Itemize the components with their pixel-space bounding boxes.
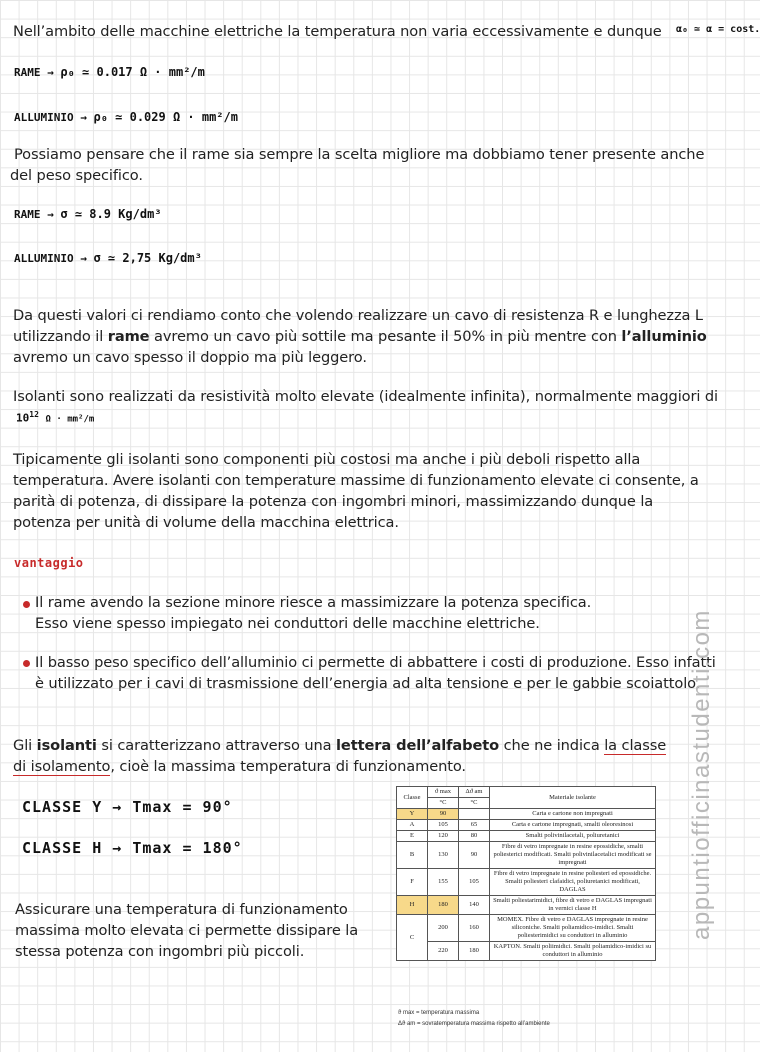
alpha-constant-note: α₀ ≃ α = cost. <box>676 24 760 35</box>
classe-text-g: , cioè la massima temperatura di funzionamento. <box>110 758 466 775</box>
isolanti-bold: isolanti <box>36 737 97 754</box>
classe-isolamento-underlined: la classe di isolamento <box>13 737 667 775</box>
rame-density-value: σ ≃ 8.9 Kg/dm³ <box>60 207 162 221</box>
cell-dt <box>459 809 490 820</box>
cell-materiale: MOMEX. Fibre di vetro e DAGLAS impregnate in resine siliconiche. Smalti poliamidico-imidici. Smalti poliesterimidici su conduttori in alluminio <box>490 915 656 942</box>
cell-dt: 65 <box>459 820 490 831</box>
table-row <box>397 809 656 820</box>
cell-tmax: 90 <box>428 809 459 820</box>
cell-dt: 90 <box>459 842 490 869</box>
cell-classe: F <box>397 869 428 896</box>
table-header-row <box>397 787 656 798</box>
isolanti-costosi-paragraph: Tipicamente gli isolanti sono componenti più costosi ma anche i più deboli rispetto alla temperatura. Avere isolanti con temperature massime di funzionamento elevate ci consente, a parità di potenza, di dissipare la potenza con ingombri minori, massimizzando dunque la potenza per unità di volume della macchina elettrica. <box>13 451 699 531</box>
col-classe-header: Classe <box>397 787 428 809</box>
cell-dt: 105 <box>459 869 490 896</box>
table-row <box>397 820 656 831</box>
cell-classe: C <box>397 915 428 961</box>
cell-materiale: Fibre di vetro impregnate in resine poliesteri ed epossidiche. Smalti poliesteri clafaidici, poliuretanici modificati, DAGLAS <box>490 869 656 896</box>
cell-materiale: KAPTON. Smalti poliimidici. Smalti poliamidico-imidici su conduttori in alluminio <box>490 942 656 961</box>
table-legend-tmax <box>398 1010 479 1016</box>
classe-h-note: CLASSE H → Tmax = 180° <box>22 839 243 857</box>
col-materiale-header: Materiale isolante <box>490 787 656 809</box>
watermark: appuntiofficinastudenti.com <box>688 609 715 940</box>
col-dt-header: Δϑ am <box>459 787 490 798</box>
alluminio-density-value: σ ≃ 2,75 Kg/dm³ <box>93 251 202 265</box>
bullet-rame: Il rame avendo la sezione minore riesce a massimizzare la potenza specifica. Esso viene spesso impiegato nei conduttori delle macchine elettriche. <box>35 594 592 632</box>
rame-density <box>14 207 162 221</box>
cell-materiale: Smalti polivinilacetali, poliuretanici <box>490 831 656 842</box>
cell-dt: 80 <box>459 831 490 842</box>
cell-dt: 180 <box>459 942 490 961</box>
rame-resistivity <box>14 65 205 79</box>
bullet-alluminio: Il basso peso specifico dell’alluminio ci permette di abbattere i costi di produzione. Esso infatti è utilizzato per i cavi di trasmissione dell’energia ad alta tensione e per le gabbie scoiattolo. <box>35 654 716 692</box>
isolanti-resistivity-value <box>16 410 94 425</box>
cell-tmax: 130 <box>428 842 459 869</box>
cavo-text-c: avremo un cavo più sottile ma pesante il 50% in più mentre con <box>149 328 622 345</box>
arrow-icon: → <box>80 111 87 124</box>
alluminio-label: ALLUMINIO <box>14 111 74 124</box>
bullet-dot-icon <box>23 660 30 667</box>
rame-label: RAME <box>14 208 41 221</box>
legend-symbol: Δϑ am <box>398 1021 416 1027</box>
classe-isolamento-paragraph <box>13 735 673 777</box>
table-row <box>397 842 656 869</box>
cell-materiale: Fibre di vetro impregnate in resine epossidiche, smalti poliesterici modificati. Smalti polivinilacetalici modificati se impregnati <box>490 842 656 869</box>
vantaggio-heading: vantaggio <box>14 556 84 570</box>
temperatura-paragraph: Assicurare una temperatura di funzionamento massima molto elevata ci permette dissipare la stessa potenza con ingombri più piccoli. <box>15 901 359 960</box>
resistivity-exponent: 12 <box>29 410 39 419</box>
cell-tmax: 180 <box>428 896 459 915</box>
cell-dt: 140 <box>459 896 490 915</box>
arrow-icon: → <box>47 208 54 221</box>
cell-materiale: Carta e cartone impregnati, smalti oleoresinosi <box>490 820 656 831</box>
classe-text-c: si caratterizzano attraverso una <box>96 737 337 754</box>
intro-paragraph <box>13 21 673 42</box>
col-tmax-unit: °C <box>428 798 459 809</box>
cell-materiale: Carta e cartone non impregnati <box>490 809 656 820</box>
cell-classe: H <box>397 896 428 915</box>
legend-text: = sovratemperatura massima rispetto all’ambiente <box>416 1021 550 1027</box>
rame-resistivity-value: ρ₀ ≃ 0.017 Ω · mm²/m <box>60 65 205 79</box>
cell-classe: Y <box>397 809 428 820</box>
cavo-paragraph <box>13 305 728 368</box>
table-row <box>397 942 656 961</box>
legend-symbol: ϑ max <box>398 1010 415 1016</box>
lettera-bold: lettera dell’alfabeto <box>336 737 500 754</box>
col-tmax-header: ϑ max <box>428 787 459 798</box>
cell-tmax: 155 <box>428 869 459 896</box>
cell-tmax: 200 <box>428 915 459 942</box>
table-legend-dt <box>398 1021 550 1027</box>
peso-specifico-paragraph: Possiamo pensare che il rame sia sempre la scelta migliore ma dobbiamo tener presente anche del peso specifico. <box>10 146 705 184</box>
arrow-icon: → <box>80 252 87 265</box>
legend-text: = temperatura massima <box>415 1010 480 1016</box>
intro-text: Nell’ambito delle macchine elettriche la temperatura non varia eccessivamente e dunque <box>13 23 662 40</box>
cavo-text-a: Da questi valori ci rendiamo conto che volendo realizzare un cavo di resistenza R e lunghezza L utilizzando il <box>13 307 703 345</box>
cavo-text-e: avremo un cavo spesso il doppio ma più leggero. <box>13 349 367 366</box>
alluminio-resistivity <box>14 110 238 124</box>
table-row <box>397 869 656 896</box>
classe-text-a: Gli <box>13 737 37 754</box>
resistivity-unit: Ω · mm²/m <box>45 414 95 425</box>
classe-text-e: che ne indica <box>499 737 605 754</box>
cell-tmax: 105 <box>428 820 459 831</box>
col-dt-unit: °C <box>459 798 490 809</box>
cell-dt: 160 <box>459 915 490 942</box>
cell-classe: B <box>397 842 428 869</box>
cell-tmax: 220 <box>428 942 459 961</box>
alluminio-bold: l’alluminio <box>621 328 707 345</box>
alluminio-label: ALLUMINIO <box>14 252 74 265</box>
table-row <box>397 915 656 942</box>
cell-tmax: 120 <box>428 831 459 842</box>
alluminio-density <box>14 251 202 265</box>
classe-y-note: CLASSE Y → Tmax = 90° <box>22 798 233 816</box>
bullet-dot-icon <box>23 601 30 608</box>
rame-bold: rame <box>107 328 150 345</box>
cell-materiale: Smalti poliestarimidici, fibre di vetro e DAGLAS impregnati in vernici classe H <box>490 896 656 915</box>
resistivity-base: 10 <box>16 411 30 425</box>
alluminio-resistivity-value: ρ₀ ≃ 0.029 Ω · mm²/m <box>93 110 238 124</box>
rame-label: RAME <box>14 66 41 79</box>
table-row <box>397 831 656 842</box>
table-row <box>397 896 656 915</box>
cell-classe: A <box>397 820 428 831</box>
arrow-icon: → <box>47 66 54 79</box>
isolanti-resistivity-paragraph: Isolanti sono realizzati da resistività molto elevate (idealmente infinita), normalmente maggiori di <box>13 388 719 405</box>
insulation-class-table <box>396 786 656 961</box>
cell-classe: E <box>397 831 428 842</box>
